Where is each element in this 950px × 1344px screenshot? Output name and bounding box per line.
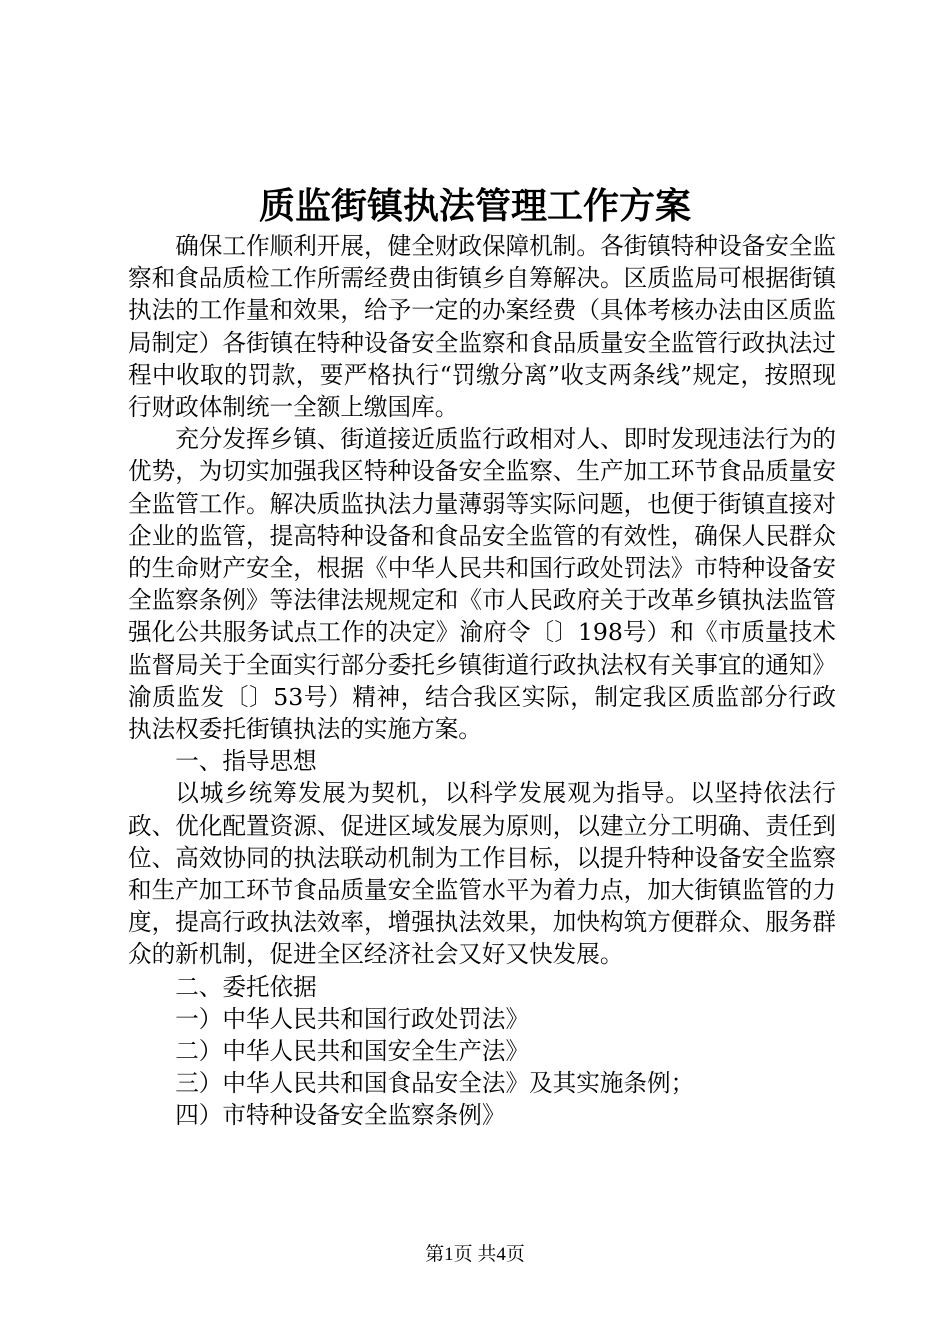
document-body: [128, 230, 836, 1132]
list-item-legal-basis-4: 四）市特种设备安全监察条例》: [175, 1101, 506, 1130]
paragraph-guiding-ideology: 以城乡统筹发展为契机，以科学发展观为指导。以坚持依法行政、优化配置资源、促进区域发展为原则，以建立分工明确、责任到位、高效协同的执法联动机制为工作目标，以提升特种设备安全监察和生产加工环节食品质量安全监管水平为着力点，加大街镇监管的力度，提高行政执法效率，增强执法效果，加快构筑方便群众、服务群众的新机制，促进全区经济社会又好又快发展。: [128, 779, 836, 969]
section-heading-guiding-ideology: 一、指导思想: [175, 747, 317, 776]
list-item-legal-basis-1: 一）中华人民共和国行政处罚法》: [175, 1004, 530, 1033]
document-title: 质监街镇执法管理工作方案: [258, 185, 691, 227]
paragraph-background: 充分发挥乡镇、街道接近质监行政相对人、即时发现违法行为的优势，为切实加强我区特种设备安全监察、生产加工环节食品质量安全监管工作。解决质监执法力量薄弱等实际问题，也便于街镇直接对企业的监管，提高特种设备和食品安全监管的有效性，确保人民群众的生命财产安全，根据《中华人民共和国行政处罚法》市特种设备安全监察条例》等法律法规规定和《市人民政府关于改革乡镇执法监管强化公共服务试点工作的决定》渝府令〔〕198号）和《市质量技术监督局关于全面实行部分委托乡镇街道行政执法权有关事宜的通知》渝质监发〔〕53号）精神，结合我区实际，制定我区质监部分行政执法权委托街镇执法的实施方案。: [128, 425, 836, 744]
page-footer: 第1页 共4页: [425, 1244, 525, 1265]
paragraph-funding: 确保工作顺利开展，健全财政保障机制。各街镇特种设备安全监察和食品质检工作所需经费由街镇乡自筹解决。区质监局可根据街镇执法的工作量和效果，给予一定的办案经费（具体考核办法由区质监局制定）各街镇在特种设备安全监察和食品质量安全监管行政执法过程中收取的罚款，要严格执行“罚缴分离”收支两条线”规定，按照现行财政体制统一全额上缴国库。: [128, 232, 836, 422]
list-item-legal-basis-2: 二）中华人民共和国安全生产法》: [175, 1037, 530, 1066]
section-heading-legal-basis: 二、委托依据: [175, 972, 317, 1001]
list-item-legal-basis-3: 三）中华人民共和国食品安全法》及其实施条例；: [175, 1069, 695, 1098]
